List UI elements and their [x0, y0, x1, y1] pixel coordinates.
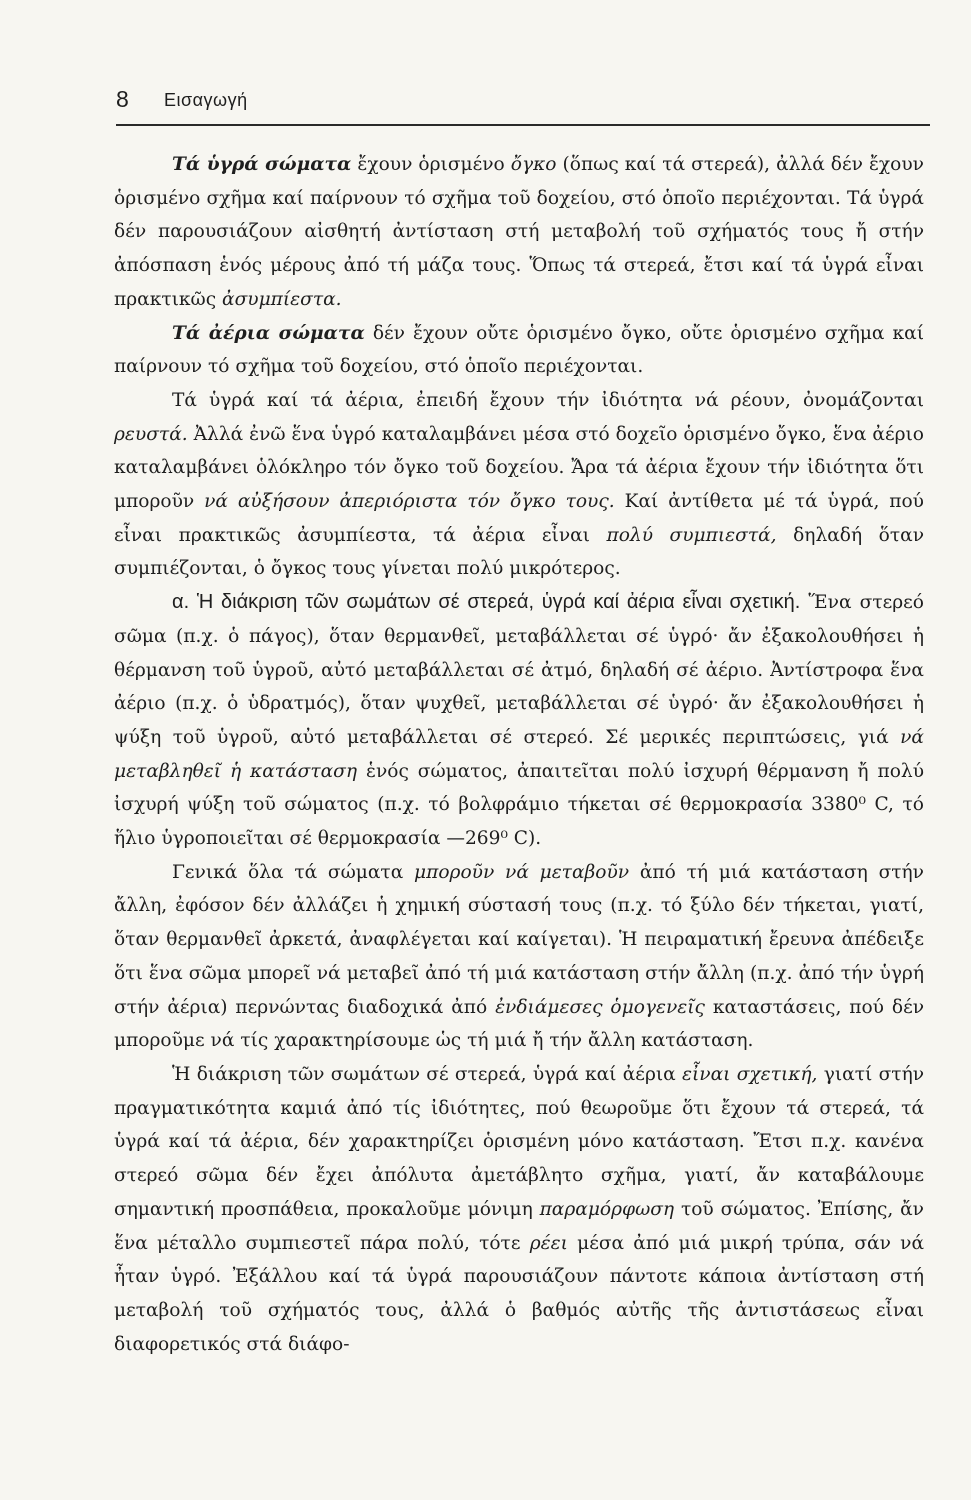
paragraph-relative-distinction: α. Ἡ διάκριση τῶν σωμάτων σέ στερεά, ὑγρά καί ἀέρια εἶναι σχετική. Ἕνα στερεό σῶμα (π.χ. ὁ πάγος), ὅταν θερμανθεῖ, μεταβάλλεται σέ ὑγρό· ἄν ἐξακολουθήσει ἡ θέρμανση τοῦ ὑγροῦ, αὐτό μεταβάλλεται σέ ἀτμό, δηλαδή σέ ἀέριο. Ἀντίστροφα ἕνα ἀέριο (π.χ. ὁ ὑδρατμός), ὅταν ψυχθεῖ, μεταβάλλεται σέ ὑγρό· ἄν ἐξακολουθήσει ἡ ψύξη τοῦ ὑγροῦ, αὐτό μεταβάλλεται σέ στερεό. Σέ μερικές περιπτώσεις, γιά νά μεταβληθεῖ ἡ κατάσταση ἑνός σώματος, ἀπαιτεῖται πολύ ἰσχυρή θέρμανση ἤ πολύ ἰσχυρή ψύξη τοῦ σώματος (π.χ. τό βολφράμιο τήκεται σέ θερμοκρασία 3380⁰ C, τό ἥλιο ὑγροποιεῖται σέ θερμοκρασία —269⁰ C).	[114, 591, 924, 850]
page-number: 8	[116, 86, 129, 112]
page-header	[116, 80, 930, 126]
running-head: Εισαγωγή	[164, 90, 248, 110]
term-gases: Τά ἀέρια σώματα	[172, 322, 365, 344]
paragraph-relativity: Ἡ διάκριση τῶν σωμάτων σέ στερεά, ὑγρά καί ἀέρια εἶναι σχετική, γιατί στήν πραγματικότητα καμιά ἀπό τίς ἰδιότητες, πού θεωροῦμε ὅτι ἔχουν τά στερεά, τά ὑγρά καί τά ἀέρια, δέν χαρακτηρίζει ὁρισμένη μόνο κατάσταση. Ἔτσι π.χ. κανένα στερεό σῶμα δέν ἔχει ἀπόλυτα ἀμετάβλητο σχῆμα, γιατί, ἄν καταβάλουμε σημαντική προσπάθεια, προκαλοῦμε μόνιμη παραμόρφωση τοῦ σώματος. Ἐπίσης, ἄν ἕνα μέταλλο συμπιεστεῖ πάρα πολύ, τότε ρέει μέσα ἀπό μιά μικρή τρύπα, σάν νά ἦταν ὑγρό. Ἐξάλλου καί τά ὑγρά παρουσιάζουν πάντοτε κάποια ἀντίσταση στή μεταβολή τοῦ σχήματός τους, ἀλλά ὁ βαθμός αὐτῆς τῆς ἀντιστάσεως εἶναι διαφορετικός στά διάφο-	[114, 1063, 925, 1355]
paragraph-liquids: Τά ὑγρά σώματα ἔχουν ὁρισμένο ὄγκο (ὅπως καί τά στερεά), ἀλλά δέν ἔχουν ὁρισμένο σχῆμα καί παίρνουν τό σχῆμα τοῦ δοχείου, στό ὁποῖο περιέχονται. Τά ὑγρά δέν παρουσιάζουν αἰσθητή ἀντίσταση στή μεταβολή τοῦ σχήματός τους ἤ στήν ἀπόσπαση ἑνός μέρους ἀπό τή μάζα τους. Ὅπως τά στερεά, ἔτσι καί τά ὑγρά εἶναι πρακτικῶς ἀσυμπίεστα.	[114, 154, 924, 310]
section-subheading: α. Ἡ διάκριση τῶν σωμάτων σέ στερεά, ὑγρά καί ἀέρια εἶναι σχετική.	[172, 591, 801, 614]
header-rule	[116, 124, 930, 126]
paragraph-gases: Τά ἀέρια σώματα δέν ἔχουν οὔτε ὁρισμένο ὄγκο, οὔτε ὁρισμένο σχῆμα καί παίρνουν τό σχῆμα τοῦ δοχείου, στό ὁποῖο περιέχονται.	[114, 322, 924, 378]
paragraph-fluids: Τά ὑγρά καί τά ἀέρια, ἐπειδή ἔχουν τήν ἰδιότητα νά ρέουν, ὀνομάζονται ρευστά. Ἀλλά ἐνῶ ἕνα ὑγρό καταλαμβάνει μέσα στό δοχεῖο ὁρισμένο ὄγκο, ἕνα ἀέριο καταλαμβάνει ὁλόκληρο τόν ὄγκο τοῦ δοχείου. Ἄρα τά ἀέρια ἔχουν τήν ἰδιότητα ὅτι μποροῦν νά αὐξήσουν ἀπεριόριστα τόν ὄγκο τους. Καί ἀντίθετα μέ τά ὑγρά, πού εἶναι πρακτικῶς ἀσυμπίεστα, τά ἀέρια εἶναι πολύ συμπιεστά, δηλαδή ὅταν συμπιέζονται, ὁ ὄγκος τους γίνεται πολύ μικρότερος.	[114, 389, 925, 580]
term-liquids: Τά ὑγρά σώματα	[172, 154, 352, 175]
paragraph-state-transitions: Γενικά ὅλα τά σώματα μποροῦν νά μεταβοῦν ἀπό τή μιά κατάσταση στήν ἄλλη, ἐφόσον δέν ἀλλάζει ἡ χημική σύστασή τους (π.χ. τό ξύλο δέν τήκεται, γιατί, ὅταν θερμανθεῖ ἀρκετά, ἀναφλέγεται καί καίγεται). Ἡ πειραματική ἔρευνα ἀπέδειξε ὅτι ἕνα σῶμα μπορεῖ νά μεταβεῖ ἀπό τή μιά κατάσταση στήν ἄλλη (π.χ. ἀπό τήν ὑγρή στήν ἀέρια) περνώντας διαδοχικά ἀπό ἐνδιάμεσες ὁμογενεῖς καταστάσεις, πού δέν μποροῦμε νά τίς χαρακτηρίσουμε ὡς τή μιά ἤ τήν ἄλλη κατάσταση.	[114, 861, 925, 1052]
body-text	[114, 148, 924, 1361]
